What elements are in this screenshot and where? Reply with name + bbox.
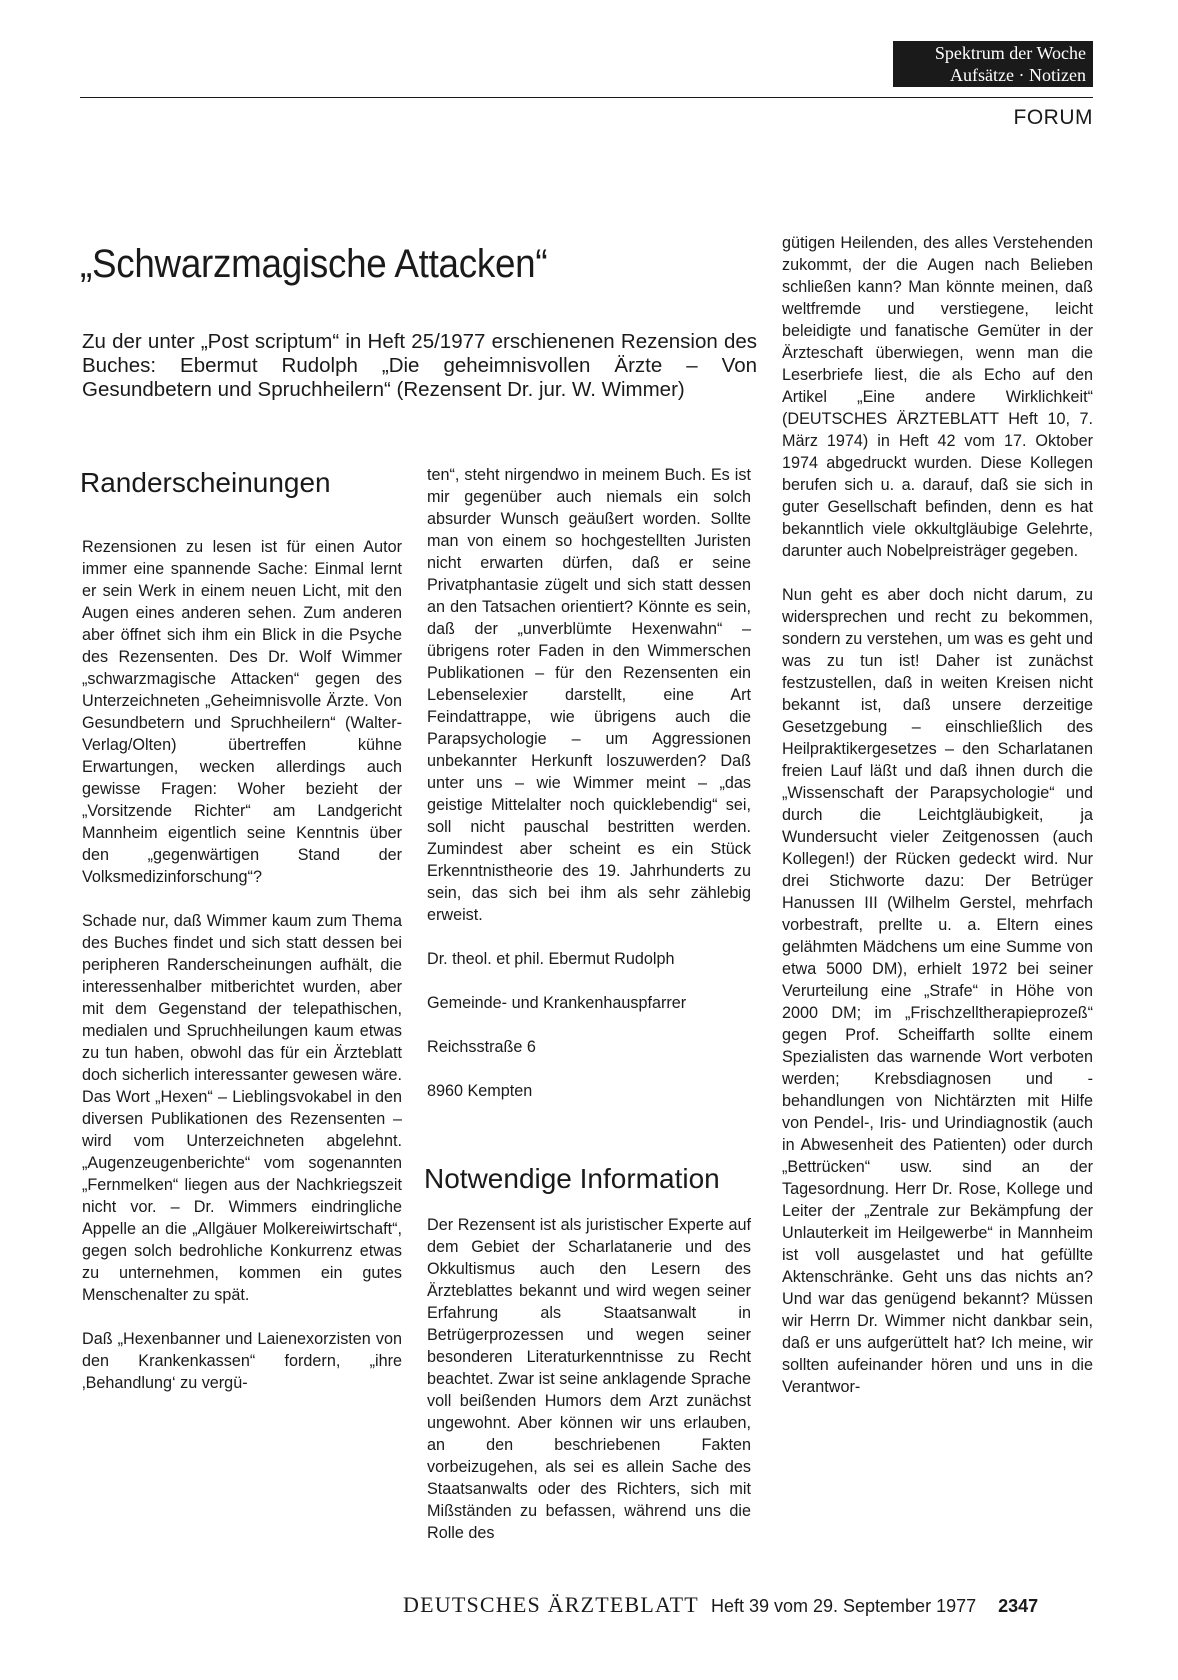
letter1-heading: Randerscheinungen [80, 467, 331, 498]
signature-line-2: Gemeinde- und Krankenhauspfarrer [427, 994, 687, 1012]
section-badge [893, 41, 1093, 87]
column-3 [782, 232, 1093, 1398]
letter2-paragraph-1-part-2: gütigen Heilenden, des alles Verstehenden zukommt, der die Augen nach Belieben schließen kann? Man könnte meinen, daß weltfremde und verstiegene, leicht beleidigte und fanatische Gemüter in der Ärzteschaft überwiegen, wenn man die Leserbriefe liest, die als Echo auf den Artikel „Eine andere Wirklichkeit“ (DEUTSCHES ÄRZTEBLATT Heft 10, 7. März 1974) in Heft 42 vom 17. Oktober 1974 abgedruckt wurden. Diese Kollegen berufen sich u. a. darauf, daß sie sich in guter Gesellschaft befinden, denn es hat bekanntlich viele okkultgläubige Gelehrte, darunter auch Nobelpreisträger gegeben. [782, 234, 1093, 560]
article-intro: Zu der unter „Post scriptum“ in Heft 25/1977 erschienenen Rezension des Buches: Ebermut Rudolph „Die geheimnisvollen Ärzte – Von Gesundbetern und Spruchheilern“ (Rezensent Dr. jur. W. Wimmer) [82, 330, 757, 401]
publication-name: DEUTSCHES ÄRZTEBLATT [403, 1592, 699, 1617]
letter1-paragraph-3-part-2: ten“, steht nirgendwo in meinem Buch. Es ist mir gegenüber auch niemals ein solch absurder Wunsch geäußert worden. Sollte man von einem so hochgestellten Juristen nicht erwarten dürfen, daß er seine Privatphantasie zügelt und sich statt dessen an den Tatsachen orientiert? Könnte es sein, daß der „unverblümte Hexenwahn“ – übrigens roter Faden in den Wimmerschen Publikationen – für den Rezensenten ein Lebenselexier darstellt, eine Art Feindattrappe, wie übrigens auch die Parapsychologie – um Aggressionen unbekannter Herkunft loszuwerden? Daß unter uns – wie Wimmer meint – „das geistige Mittelalter noch quicklebendig“ sei, soll nicht pauschal bestritten werden. Zumindest aber scheint es ein Stück Erkenntnistheorie des 19. Jahrhunderts zu sein, das sich bei ihm als sehr zählebig erweist. [427, 466, 751, 924]
column-1 [82, 536, 402, 1394]
header-rule [80, 97, 1093, 98]
page-number: 2347 [998, 1596, 1039, 1616]
letter1-paragraph-3-continued [427, 464, 751, 926]
letter1-paragraph-3-part-1: Daß „Hexenbanner und Laienexorzisten von den Krankenkassen“ fordern, „ihre ‚Behandlung‘ zu vergü- [82, 1330, 402, 1392]
signature-line-1: Dr. theol. et phil. Ebermut Rudolph [427, 950, 675, 968]
signature-line-3: Reichsstraße 6 [427, 1038, 536, 1056]
signature-line-4: 8960 Kempten [427, 1082, 533, 1100]
section-label: FORUM [1013, 106, 1093, 129]
letter2-heading: Notwendige Information [424, 1163, 720, 1194]
letter1-paragraph-2: Schade nur, daß Wimmer kaum zum Thema des Buches findet und sich statt dessen bei peripheren Randerscheinungen aufhält, die interessenhalber mitberichtet wurden, aber mit dem Gegenstand der telepathischen, medialen und Spruchheilungen kaum etwas zu tun haben, obwohl das für ein Ärzteblatt doch sicherlich interessanter gewesen wäre. Das Wort „Hexen“ – Lieblingsvokabel in den diversen Publikationen des Rezensenten – wird vom Unterzeichneten abgelehnt. „Augenzeugenberichte“ vom sogenannten „Fernmelken“ liegen aus der Nachkriegszeit nicht vor. – Dr. Wimmers eindringliche Appelle an die „Allgäuer Molkereiwirtschaft“, gegen solch bedrohliche Konkurrenz etwas zu unternehmen, kommen ein gutes Menschenalter zu spät. [82, 912, 402, 1304]
badge-line-1: Spektrum der Woche [934, 43, 1086, 63]
page-footer [403, 1592, 1038, 1618]
badge-line-2: Aufsätze · Notizen [950, 65, 1086, 85]
article-title: „Schwarzmagische Attacken“ [80, 242, 548, 286]
letter2-paragraph-2: Nun geht es aber doch nicht darum, zu widersprechen und recht zu bekommen, sondern zu verstehen, um was es geht und was zu tun ist! Daher ist zunächst festzustellen, daß in weiten Kreisen nicht bekannt ist, daß unsere derzeitige Gesetzgebung – einschließlich des Heilpraktikergesetzes – den Scharlatanen freien Lauf läßt und daß ihnen durch die „Wissenschaft der Parapsychologie“ und durch die Leichtgläubigkeit, ja Wundersucht vieler Zeitgenossen (auch Kollegen!) der Rücken gedeckt wird. Nur drei Stichworte dazu: Der Betrüger Hanussen III (Wilhelm Gerstel, mehrfach vorbestraft, prellte u. a. Eltern eines gelähmten Mädchens um eine Summe von etwa 5000 DM), erhielt 1972 bei seiner Verurteilung eine „Strafe“ in Höhe von 2000 DM; im „Frischzelltherapieprozeß“ gegen Prof. Scheiffarth sollte einem Spezialisten das warnende Wort verboten werden; Krebsdiagnosen und -behandlungen von Nichtärzten mit Hilfe von Pendel-, Iris- und Urindiagnostik (auch in Abwesenheit des Patienten) oder durch „Bettrücken“ usw. sind an der Tagesordnung. Herr Dr. Rose, Kollege und Leiter der „Zentrale zur Bekämpfung der Unlauterkeit im Heilgewerbe“ in Mannheim ist voll ausgelastet und hat gefüllte Aktenschränke. Geht uns das nichts an? Und war das genügend bekannt? Müssen wir Herrn Dr. Wimmer nicht dankbar sein, daß er uns aufgerüttelt hat? Ich meine, wir sollten aufeinander hören und uns in die Verantwor- [782, 586, 1093, 1396]
column-2 [427, 464, 751, 1102]
column-2-lower [427, 1214, 751, 1544]
issue-info: Heft 39 vom 29. September 1977 [710, 1596, 977, 1616]
signature-block [427, 948, 751, 1102]
letter1-paragraph-1: Rezensionen zu lesen ist für einen Autor immer eine spannende Sache: Einmal lernt er sein Werk in einem neuen Licht, mit den Augen eines anderen sehen. Zum anderen aber öffnet sich ihm ein Blick in die Psyche des Rezensenten. Des Dr. Wolf Wimmer „schwarzmagische Attacken“ gegen des Unterzeichneten „Geheimnisvolle Ärzte. Von Gesundbetern und Spruchheilern“ (Walter-Verlag/Olten) übertreffen kühne Erwartungen, wecken allerdings auch gewisse Fragen: Woher bezieht der „Vorsitzende Richter“ am Landgericht Mannheim eigentlich seine Kenntnis über den „gegenwärtigen Stand der Volksmedizinforschung“? [82, 538, 402, 886]
letter1-paragraph-3 [82, 1328, 402, 1394]
letter2-paragraph-1-part-1: Der Rezensent ist als juristischer Experte auf dem Gebiet der Scharlatanerie und des Okkultismus auch den Lesern des Ärzteblattes bekannt und wird wegen seiner Erfahrung als Staatsanwalt in Betrügerprozessen und wegen seiner besonderen Literaturkenntnisse zu Recht beachtet. Zwar ist seine anklagende Sprache voll beißenden Humors dem Arzt zunächst ungewohnt. Aber können wir uns erlauben, an den beschriebenen Fakten vorbeizugehen, als sei es allein Sache des Staatsanwalts oder des Richters, sich mit Mißständen zu befassen, während uns die Rolle des [427, 1216, 751, 1542]
